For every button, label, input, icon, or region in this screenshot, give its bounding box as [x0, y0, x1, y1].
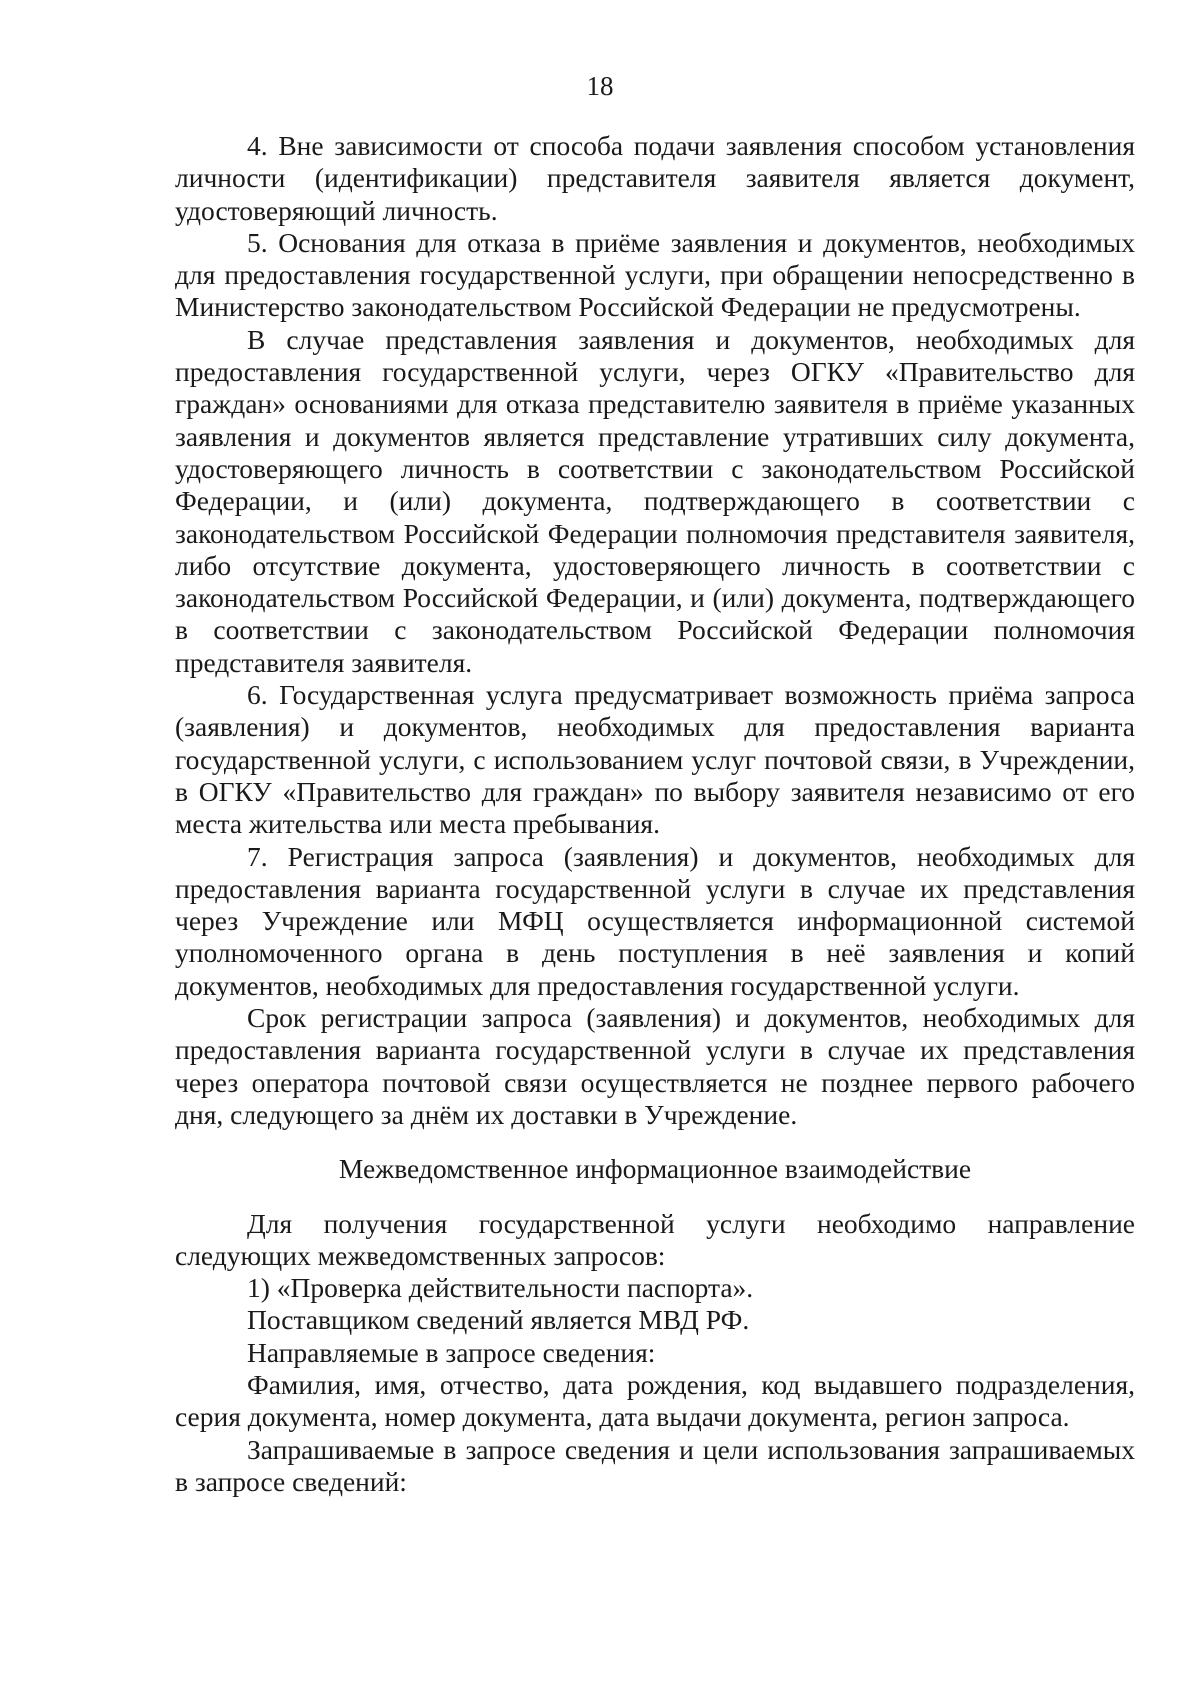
paragraph: 6. Государственная услуга предусматривает возможность приёма запроса (заявления) и документов, необходимых для предоставления варианта государственной услуги, с использованием услуг почтовой связи, в Учреждении, в ОГКУ «Правительство для граждан» по выбору заявителя независимо от его места жительства или места пребывания. [175, 679, 1135, 840]
paragraph: Запрашиваемые в запросе сведения и цели использования запрашиваемых в запросе сведений: [175, 1433, 1135, 1497]
paragraph: Для получения государственной услуги необходимо направление следующих межведомственных запросов: [175, 1207, 1135, 1271]
paragraph: 5. Основания для отказа в приёме заявления и документов, необходимых для предоставления государственной услуги, при обращении непосредственно в Министерство законодательством Российской Федерации не предусмотрены. [175, 226, 1135, 323]
section-heading: Межведомственное информационное взаимодействие [338, 1153, 972, 1185]
paragraph: В случае представления заявления и документов, необходимых для предоставления государственной услуги, через ОГКУ «Правительство для граждан» основаниями для отказа представителю заявителя в приёме указанных заявления и документов является представление утративших силу документа, удостоверяющего личность в соответствии с законодательством Российской Федерации, и (или) документа, подтверждающего в соответствии с законодательством Российской Федерации полномочия представителя заявителя, либо отсутствие документа, удостоверяющего личность в соответствии с законодательством Российской Федерации, и (или) документа, подтверждающего в соответствии с законодательством Российской Федерации полномочия представителя заявителя. [175, 323, 1135, 678]
paragraph: Фамилия, имя, отчество, дата рождения, код выдавшего подразделения, серия документа, номер документа, дата выдачи документа, регион запроса. [175, 1368, 1135, 1433]
page-number: 18 [586, 71, 614, 101]
paragraph: Направляемые в запросе сведения: [247, 1336, 656, 1368]
paragraph: Срок регистрации запроса (заявления) и документов, необходимых для предоставления варианта государственной услуги в случае их представления через оператора почтовой связи осуществляется не позднее первого рабочего дня, следующего за днём их доставки в Учреждение. [175, 1002, 1135, 1130]
paragraph: 1) «Проверка действительности паспорта». [247, 1272, 754, 1304]
paragraph: Поставщиком сведений является МВД РФ. [247, 1304, 750, 1336]
paragraph: 4. Вне зависимости от способа подачи заявления способом установления личности (идентификации) представителя заявителя является документ, удостоверяющий личность. [175, 130, 1135, 226]
paragraph: 7. Регистрация запроса (заявления) и документов, необходимых для предоставления варианта государственной услуги в случае их представления через Учреждение или МФЦ осуществляется информационной системой уполномоченного органа в день поступления в неё заявления и копий документов, необходимых для предоставления государственной услуги. [175, 840, 1135, 1001]
document-body [175, 130, 1135, 1498]
